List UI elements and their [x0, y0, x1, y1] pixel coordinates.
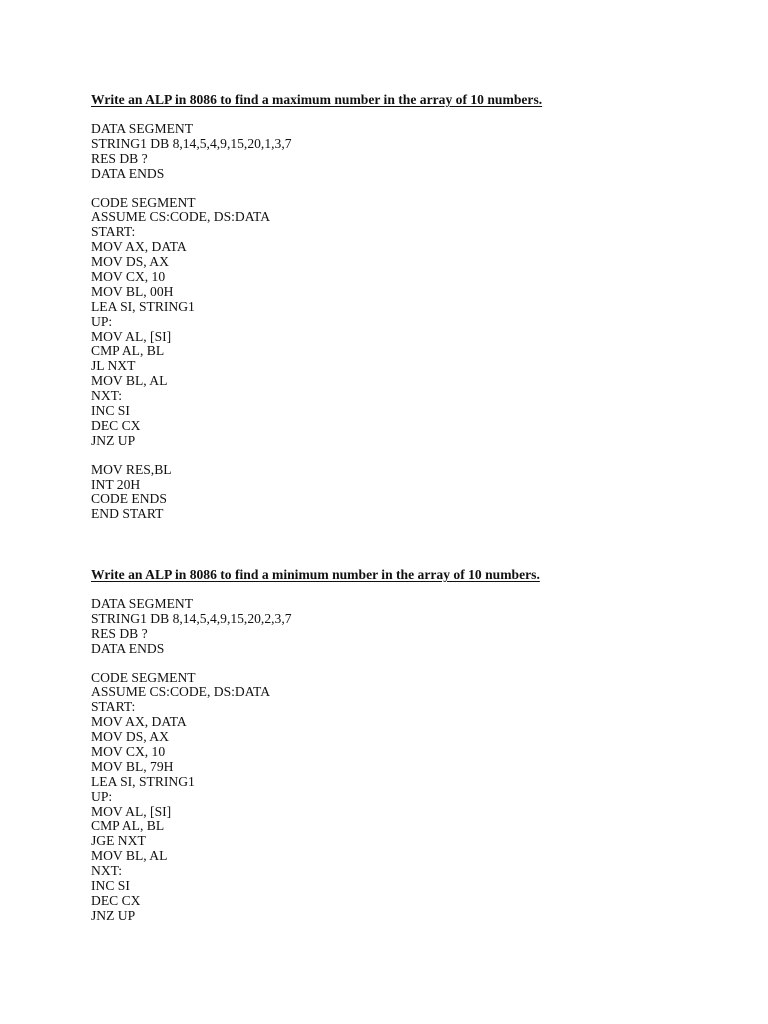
code-line: CODE ENDS	[91, 491, 167, 507]
code-line: MOV AX, DATA	[91, 239, 187, 255]
code-line: END START	[91, 506, 164, 522]
code-line: CMP AL, BL	[91, 818, 165, 834]
code-block-data-segment	[91, 597, 711, 657]
code-line: CMP AL, BL	[91, 343, 165, 359]
code-block-ending	[91, 463, 711, 523]
code-line: STRING1 DB 8,14,5,4,9,15,20,1,3,7	[91, 135, 292, 151]
code-line: INC SI	[91, 403, 130, 419]
code-line: JNZ UP	[91, 907, 136, 923]
code-line: MOV AL, [SI]	[91, 328, 172, 344]
code-line: CODE SEGMENT	[91, 669, 196, 685]
code-line: START:	[91, 699, 136, 715]
code-line: DEC CX	[91, 417, 141, 433]
code-line: MOV DS, AX	[91, 729, 169, 745]
section-heading: Write an ALP in 8086 to find a maximum number in the array of 10 numbers.	[91, 92, 543, 107]
section-minimum	[91, 567, 711, 924]
code-line: MOV BL, AL	[91, 848, 168, 864]
code-line: DEC CX	[91, 892, 141, 908]
code-line: ASSUME CS:CODE, DS:DATA	[91, 684, 271, 700]
code-line: INC SI	[91, 878, 130, 894]
code-line: MOV BL, 00H	[91, 283, 174, 299]
code-line: MOV CX, 10	[91, 269, 166, 285]
code-line: MOV RES,BL	[91, 461, 172, 477]
code-block-code-segment	[91, 671, 711, 924]
code-line: STRING1 DB 8,14,5,4,9,15,20,2,3,7	[91, 610, 292, 626]
code-line: LEA SI, STRING1	[91, 298, 195, 314]
code-line: DATA SEGMENT	[91, 121, 193, 136]
code-line: NXT:	[91, 388, 123, 404]
code-line: UP:	[91, 313, 113, 329]
code-line: NXT:	[91, 863, 123, 879]
code-line: MOV DS, AX	[91, 254, 169, 270]
code-line: JGE NXT	[91, 833, 146, 849]
code-line: INT 20H	[91, 476, 141, 492]
code-line: MOV BL, AL	[91, 373, 168, 389]
code-line: DATA ENDS	[91, 165, 165, 181]
code-line: CODE SEGMENT	[91, 194, 196, 210]
code-line: LEA SI, STRING1	[91, 773, 195, 789]
code-line: RES DB ?	[91, 150, 148, 166]
code-line: START:	[91, 224, 136, 240]
code-block-data-segment	[91, 122, 711, 182]
code-line: UP:	[91, 788, 113, 804]
code-line: DATA SEGMENT	[91, 596, 193, 611]
code-line: RES DB ?	[91, 625, 148, 641]
code-line: JL NXT	[91, 358, 136, 374]
section-heading: Write an ALP in 8086 to find a minimum number in the array of 10 numbers.	[91, 567, 540, 582]
section-maximum	[91, 92, 711, 522]
code-line: MOV BL, 79H	[91, 758, 174, 774]
code-line: MOV CX, 10	[91, 744, 166, 760]
code-line: MOV AL, [SI]	[91, 803, 172, 819]
code-line: ASSUME CS:CODE, DS:DATA	[91, 209, 271, 225]
code-line: DATA ENDS	[91, 640, 165, 656]
code-line: JNZ UP	[91, 432, 136, 448]
code-line: MOV AX, DATA	[91, 714, 187, 730]
code-block-code-segment	[91, 196, 711, 449]
